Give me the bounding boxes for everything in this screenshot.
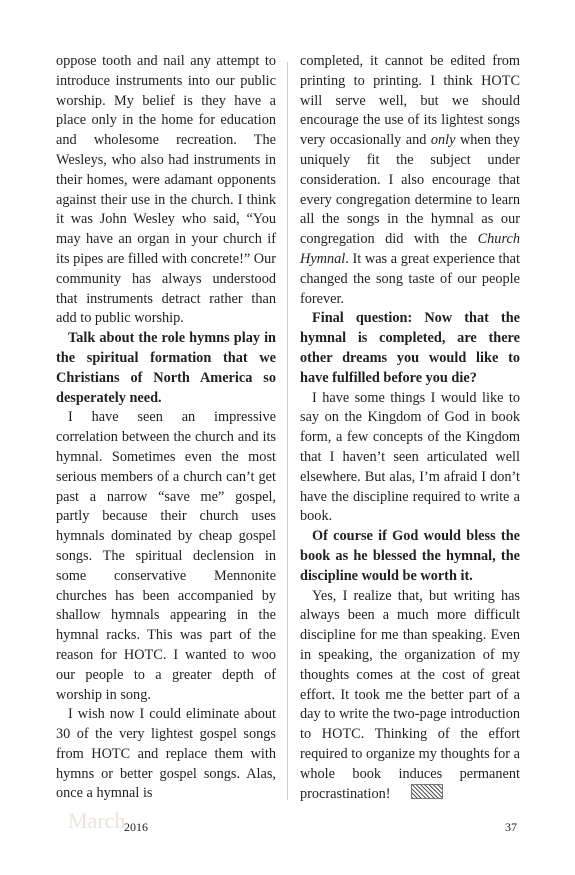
answer-paragraph	[300, 587, 520, 806]
column-divider	[287, 62, 288, 800]
answer-paragraph: I have seen an impressive correlation between the church and its hymnal. Sometimes even the most serious members of a church can’t get past a narrow “save me” gospel, partly because their church uses hymnals dominated by cheap gospel songs. The spiritual declension in some conservative Mennonite churches has been accompanied by shallow hymnals appearing in the hymnal racks. This was part of the reason for HOTC. I wanted to woo our people to a greater depth of worship in song.	[56, 409, 276, 703]
footer-month: March	[68, 808, 126, 833]
page-number: 37	[505, 820, 517, 834]
answer-paragraph	[300, 52, 520, 309]
text-run: Yes, I realize that, but writing has always been a much more difficult discipline for me than speaking. Even in speaking, the organization of my thoughts comes at the cost of great effort. It took me the better part of a day to write the two-page introduction to HOTC. Thinking of the effort required to organize my thoughts for a whole book induces permanent procrastination!	[300, 587, 520, 803]
answer-paragraph: I wish now I could eliminate about 30 of the very lightest gospel songs from HOTC and replace them with hymns or better gospel songs. Alas, once a hymnal is	[56, 706, 276, 802]
text-run: when they uniquely fit the subject under consideration. I also encourage that every congregation determine to learn all the songs in the hymnal as our congregation did with the	[300, 132, 520, 248]
end-of-article-mark	[411, 784, 443, 799]
right-column	[300, 52, 520, 805]
interview-question: Of course if God would bless the book as he blessed the hymnal, the discipline would be worth it.	[300, 528, 520, 584]
answer-paragraph: I have some things I would like to say on the Kingdom of God in book form, a few concepts of the Kingdom that I haven’t seen articulated well elsewhere. But alas, I’m afraid I don’t have the discipline required to write a book.	[300, 389, 520, 525]
text-run: completed, it cannot be edited from printing to printing. I think HOTC will serve well, but we should encourage the use of its lightest songs very occasionally and	[300, 53, 520, 149]
hymnal-title: Church Hymnal	[300, 231, 520, 267]
text-run: . It was a great experience that changed the song taste of our people forever.	[300, 250, 520, 307]
footer-year: 2016	[124, 820, 148, 834]
emphasis-text: only	[430, 132, 456, 149]
interview-question: Talk about the role hymns play in the spiritual formation that we Christians of North America so desperately need.	[56, 330, 276, 406]
answer-paragraph: oppose tooth and nail any attempt to introduce instruments into our public worship. My belief is they have a place only in the home for education and wholesome recreation. The Wesleys, who also had instruments in their homes, were adamant opponents against their use in the church. I think it was John Wesley who said, “You may have an organ in your church if its pipes are filled with concrete!” Our community has always understood that instruments detract rather than add to public worship.	[56, 53, 276, 327]
interview-question: Final question: Now that the hymnal is completed, are there other dreams you would like to have fulfilled before you die?	[300, 310, 520, 386]
left-column	[56, 52, 276, 804]
